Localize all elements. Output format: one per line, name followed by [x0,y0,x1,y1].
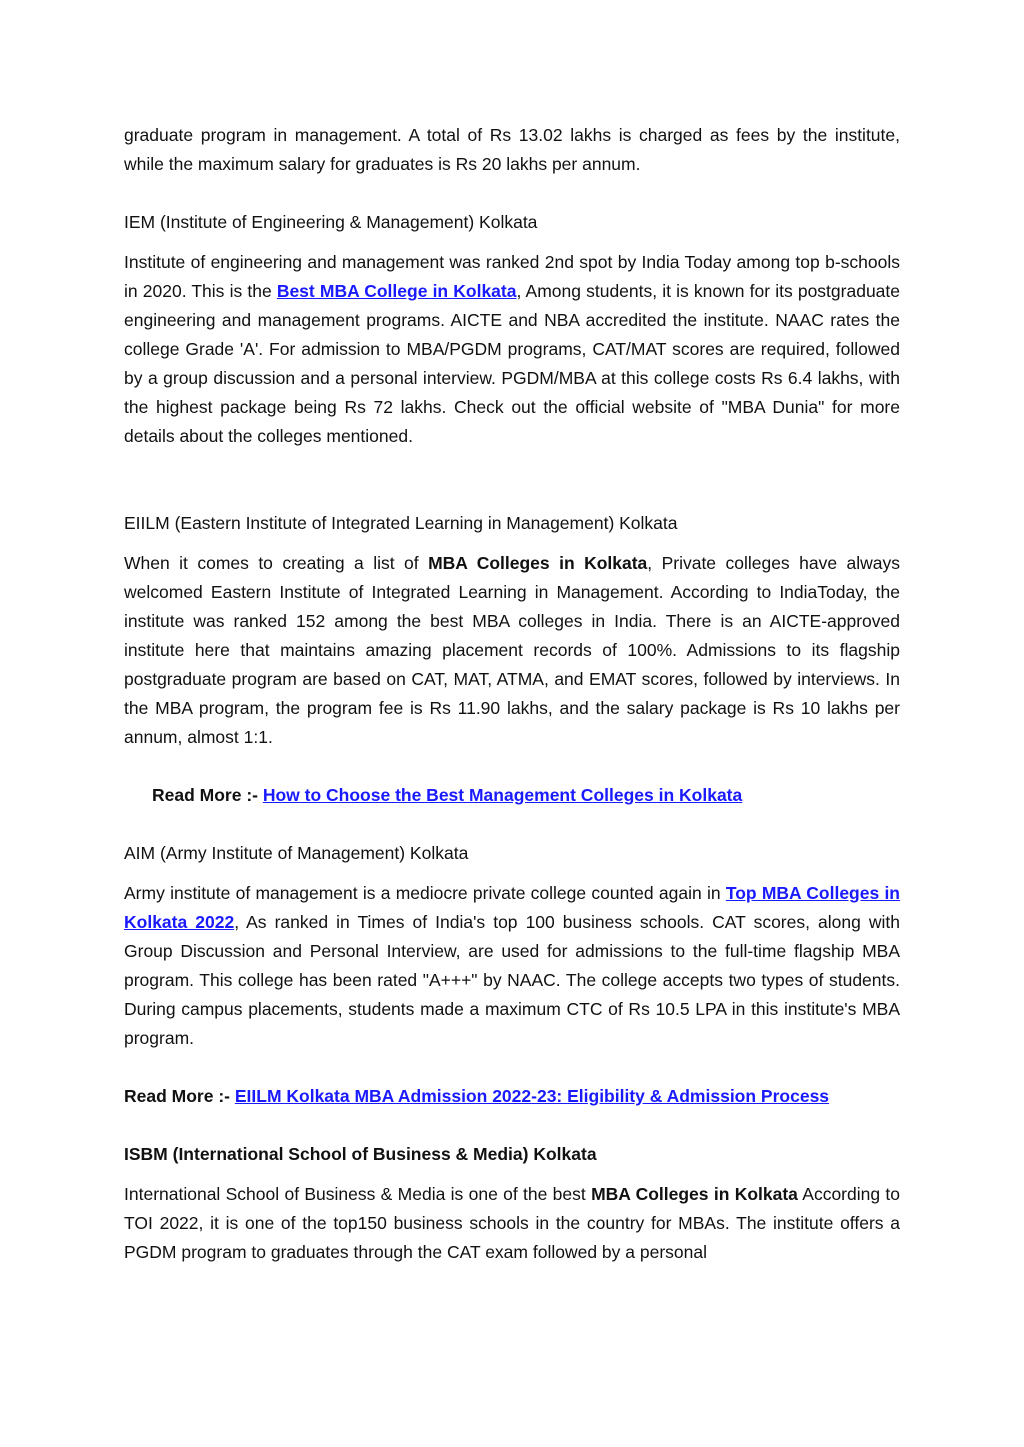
eiilm-text-1: When it comes to creating a list of [124,553,429,573]
aim-text-1: Army institute of management is a mediocre private college counted again in [124,883,726,903]
isbm-bold: MBA Colleges in Kolkata [591,1184,798,1204]
document-page [124,121,900,1267]
read-more-1-link[interactable]: How to Choose the Best Management Colleges in Kolkata [262,785,743,805]
intro-text: graduate program in management. A total of Rs 13.02 lakhs is charged as fees by the institute, while the maximum salary for graduates is Rs 20 lakhs per annum. [124,125,900,174]
read-more-2 [124,1082,900,1111]
best-mba-college-link[interactable]: Best MBA College in Kolkata [276,281,517,301]
isbm-text-1: International School of Business & Media is one of the best [124,1184,592,1204]
aim-heading: AIM (Army Institute of Management) Kolkata [124,843,469,863]
eiilm-paragraph [124,549,900,752]
read-more-1 [124,781,900,810]
iem-heading: IEM (Institute of Engineering & Management) Kolkata [124,212,538,232]
eiilm-heading: EIILM (Eastern Institute of Integrated Learning in Management) Kolkata [124,513,678,533]
iem-paragraph [124,248,900,451]
iem-text-1: Institute of engineering and management was ranked 2nd spot by India Today among top b-schools in 2020. This is the [124,252,900,301]
eiilm-text-2: , Private colleges have always welcomed Eastern Institute of Integrated Learning in Management. According to IndiaToday, the institute was ranked 152 among the best MBA colleges in India. There is an AICTE-approved institute here that maintains amazing placement records of 100%. Admissions to its flagship postgraduate program are based on CAT, MAT, ATMA, and EMAT scores, followed by interviews. In the MBA program, the program fee is Rs 11.90 lakhs, and the salary package is Rs 10 lakhs per annum, almost 1:1. [124,553,900,747]
read-more-1-label: Read More :- [152,785,263,805]
isbm-heading: ISBM (International School of Business & Media) Kolkata [124,1144,597,1164]
read-more-2-link[interactable]: EIILM Kolkata MBA Admission 2022-23: Eligibility & Admission Process [234,1086,830,1106]
intro-paragraph [124,121,900,179]
aim-paragraph [124,879,900,1053]
isbm-paragraph [124,1180,900,1267]
top-mba-colleges-link[interactable]: Top MBA Colleges in Kolkata 2022 [124,883,900,932]
isbm-text-2: According to TOI 2022, it is one of the top150 business schools in the country for MBAs. The institute offers a PGDM program to graduates through the CAT exam followed by a personal [124,1184,900,1262]
read-more-2-label: Read More :- [124,1086,235,1106]
aim-text-2: , As ranked in Times of India's top 100 business schools. CAT scores, along with Group Discussion and Personal Interview, are used for admissions to the full-time flagship MBA program. This college has been rated "A+++" by NAAC. The college accepts two types of students. During campus placements, students made a maximum CTC of Rs 10.5 LPA in this institute's MBA program. [124,912,900,1048]
eiilm-bold: MBA Colleges in Kolkata [428,553,648,573]
iem-text-2: , Among students, it is known for its postgraduate engineering and management programs. AICTE and NBA accredited the institute. NAAC rates the college Grade 'A'. For admission to MBA/PGDM programs, CAT/MAT scores are required, followed by a group discussion and a personal interview. PGDM/MBA at this college costs Rs 6.4 lakhs, with the highest package being Rs 72 lakhs. Check out the official website of "MBA Dunia" for more details about the colleges mentioned. [124,281,901,446]
